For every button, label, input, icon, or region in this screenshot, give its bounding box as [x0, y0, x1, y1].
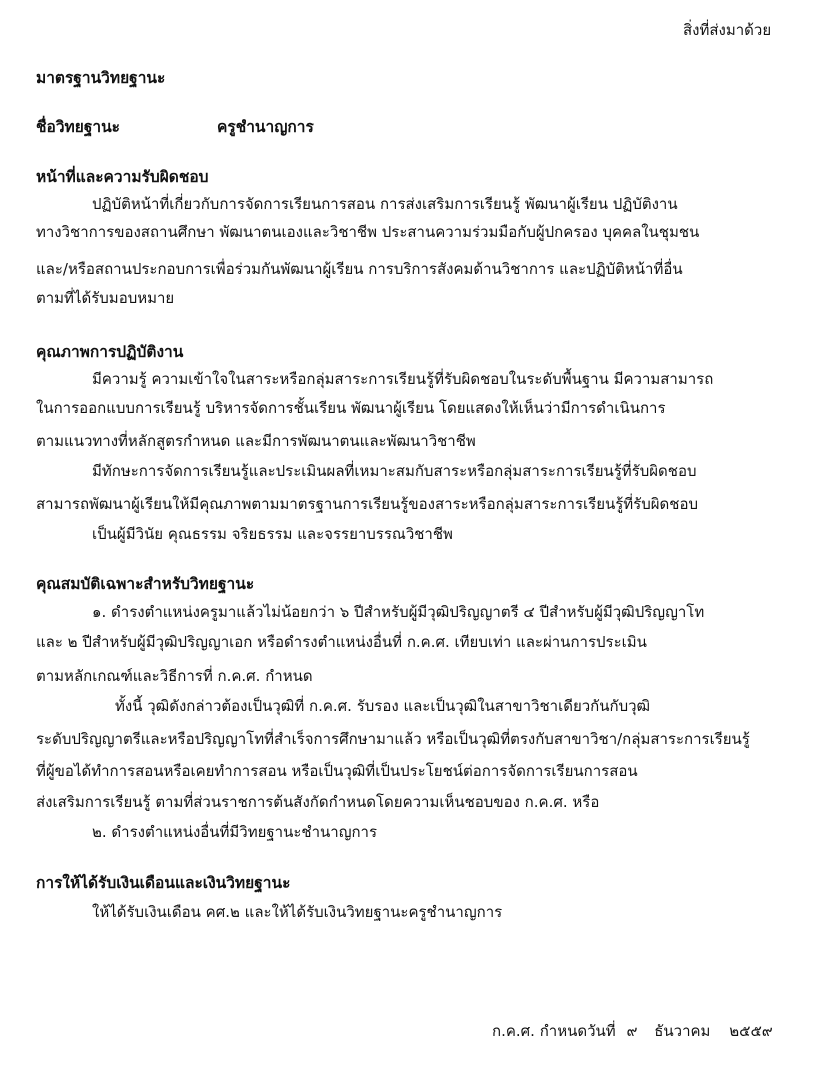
duties-line: ปฏิบัติหน้าที่เกี่ยวกับการจัดการเรียนการสอน การส่งเสริมการเรียนรู้ พัฒนาผู้เรียน ปฏิบัติงาน: [92, 195, 678, 213]
duties-line: ทางวิชาการของสถานศึกษา พัฒนาตนเองและวิชาชีพ ประสานความร่วมมือกับผู้ปกครอง บุคคลในชุมชน: [36, 223, 700, 241]
duties-line: ตามที่ได้รับมอบหมาย: [36, 289, 175, 307]
performance-heading: คุณภาพการปฏิบัติงาน: [36, 343, 184, 361]
qualifications-line: และ ๒ ปีสำหรับผู้มีวุฒิปริญญาเอก หรือดำรงตำแหน่งอื่นที่ ก.ค.ศ. เทียบเท่า และผ่านการประเมิน: [36, 633, 647, 651]
performance-line: ตามแนวทางที่หลักสูตรกำหนด และมีการพัฒนาตนและพัฒนาวิชาชีพ: [36, 432, 476, 450]
qualifications-line: ๑. ดำรงตำแหน่งครูมาแล้วไม่น้อยกว่า ๖ ปีสำหรับผู้มีวุฒิปริญญาตรี ๔ ปีสำหรับผู้มีวุฒิปริญญาโท: [92, 603, 705, 621]
qualifications-line: ตามหลักเกณฑ์และวิธีการที่ ก.ค.ศ. กำหนด: [36, 667, 313, 685]
footer-day: ๙: [626, 1022, 638, 1040]
salary-line: ให้ได้รับเงินเดือน คศ.๒ และให้ได้รับเงินวิทยฐานะครูชำนาญการ: [92, 903, 503, 921]
performance-line: มีทักษะการจัดการเรียนรู้และประเมินผลที่เหมาะสมกับสาระหรือกลุ่มสาระการเรียนรู้ที่รับผิดชอบ: [92, 462, 697, 480]
rank-value: ครูชำนาญการ: [217, 118, 314, 136]
rank-label: ชื่อวิทยฐานะ: [36, 118, 121, 136]
qualifications-line: ๒. ดำรงตำแหน่งอื่นที่มีวิทยฐานะชำนาญการ: [92, 823, 378, 841]
performance-line: สามารถพัฒนาผู้เรียนให้มีคุณภาพตามมาตรฐานการเรียนรู้ของสาระหรือกลุ่มสาระการเรียนรู้ที่รับผิดชอบ: [36, 495, 698, 513]
duties-line: และ/หรือสถานประกอบการเพื่อร่วมกันพัฒนาผู้เรียน การบริการสังคมด้านวิชาการ และปฏิบัติหน้าที่อื่น: [36, 260, 683, 278]
footer-month: ธันวาคม: [654, 1022, 711, 1040]
performance-line: ในการออกแบบการเรียนรู้ บริหารจัดการชั้นเรียน พัฒนาผู้เรียน โดยแสดงให้เห็นว่ามีการดำเนินการ: [36, 399, 666, 417]
qualifications-heading: คุณสมบัติเฉพาะสำหรับวิทยฐานะ: [36, 575, 255, 593]
performance-line: มีความรู้ ความเข้าใจในสาระหรือกลุ่มสาระการเรียนรู้ที่รับผิดชอบในระดับพื้นฐาน มีความสามารถ: [92, 370, 714, 388]
footer-prefix: ก.ค.ศ. กำหนดวันที่: [492, 1022, 616, 1040]
standard-title: มาตรฐานวิทยฐานะ: [36, 69, 166, 87]
qualifications-line: ที่ผู้ขอได้ทำการสอนหรือเคยทำการสอน หรือเป็นวุฒิที่เป็นประโยชน์ต่อการจัดการเรียนการสอน: [36, 762, 638, 780]
qualifications-line: ส่งเสริมการเรียนรู้ ตามที่ส่วนราชการต้นสังกัดกำหนดโดยความเห็นชอบของ ก.ค.ศ. หรือ: [36, 793, 600, 811]
footer-year: ๒๕๕๙: [729, 1022, 773, 1040]
attachment-label: สิ่งที่ส่งมาด้วย: [683, 21, 772, 39]
qualifications-line: ระดับปริญญาตรีและหรือปริญญาโทที่สำเร็จการศึกษามาแล้ว หรือเป็นวุฒิที่ตรงกับสาขาวิชา/กลุ่มสาระการเรียนรู้: [36, 730, 750, 748]
qualifications-line: ทั้งนี้ วุฒิดังกล่าวต้องเป็นวุฒิที่ ก.ค.ศ. รับรอง และเป็นวุฒิในสาขาวิชาเดียวกันกับวุฒิ: [115, 697, 651, 715]
footer-date: [492, 1021, 773, 1041]
duties-heading: หน้าที่และความรับผิดชอบ: [36, 168, 209, 186]
performance-line: เป็นผู้มีวินัย คุณธรรม จริยธรรม และจรรยาบรรณวิชาชีพ: [92, 525, 453, 543]
salary-heading: การให้ได้รับเงินเดือนและเงินวิทยฐานะ: [36, 874, 291, 892]
